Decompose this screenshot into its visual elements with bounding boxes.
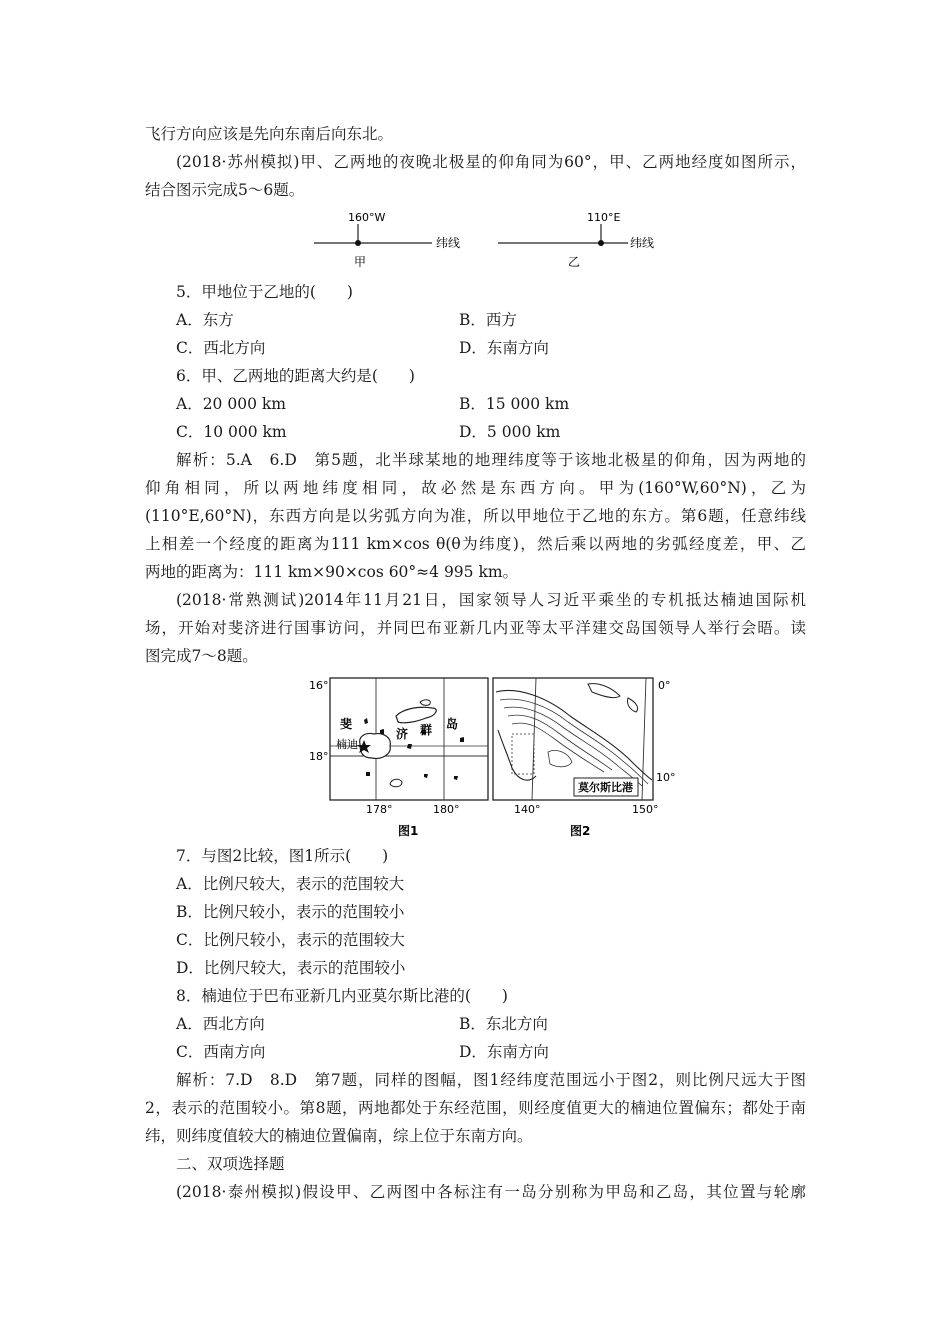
explanation-5-6: (110°E,60°N)，东西方向是以劣弧方向为准，所以甲地位于乙地的东方。第6题，任意纬线 <box>145 507 806 525</box>
option-6c: C．10 000 km <box>176 423 287 441</box>
map-1-lon-178: 178° <box>366 803 393 816</box>
point-jia-label: 甲 <box>354 255 367 269</box>
taveuni-island <box>420 700 430 705</box>
section-heading: 二、双项选择题 <box>176 1155 285 1173</box>
option-7d: D．比例尺较大，表示的范围较小 <box>176 959 406 977</box>
map-figure-1 <box>300 672 492 840</box>
longitude-diagram <box>310 206 670 272</box>
explanation-5-6: 解析：5.A 6.D 第5题，北半球某地的地理纬度等于该地北极星的仰角，因为两地的 <box>176 451 806 469</box>
map-2-lat-10: 10° <box>656 771 676 784</box>
option-6b: B．15 000 km <box>459 395 570 413</box>
map-2-lat-0: 0° <box>658 679 671 692</box>
islet <box>366 772 370 776</box>
map-figure-2 <box>488 672 686 840</box>
option-7c: C．比例尺较小，表示的范围较大 <box>176 931 405 949</box>
text-line: 飞行方向应该是先向东南后向东北。 <box>145 125 394 143</box>
question-6: 6．甲、乙两地的距离大约是( ) <box>176 367 415 385</box>
option-5c: C．西北方向 <box>176 339 266 357</box>
map-1-caption: 图1 <box>398 824 419 838</box>
option-8a: A．西北方向 <box>176 1015 265 1033</box>
left-latitude-line <box>314 211 460 269</box>
question-intro-7-8: 场，开始对斐济进行国事访问，并同巴布亚新几内亚等太平洋建交岛国领导人举行会晤。读 <box>145 619 806 637</box>
option-7b: B．比例尺较小，表示的范围较小 <box>176 903 405 921</box>
map-1-fiji-char-2: 济 <box>396 727 409 741</box>
question-intro-5-6: (2018·苏州模拟)甲、乙两地的夜晚北极星的仰角同为60°，甲、乙两地经度如图所示， <box>176 153 806 171</box>
option-8b: B．东北方向 <box>459 1015 548 1033</box>
right-longitude-label: 110°E <box>587 211 621 224</box>
question-intro-7-8: (2018·常熟测试)2014年11月21日，国家领导人习近平乘坐的专机抵达楠迪国际机 <box>176 591 806 609</box>
map-1-fiji-char-3: 群 <box>420 723 433 737</box>
option-6d: D．5 000 km <box>459 423 561 441</box>
option-5d: D．东南方向 <box>459 339 549 357</box>
map-1-fiji-char-4: 岛 <box>446 717 459 731</box>
question-intro-7-8: 图完成7～8题。 <box>145 647 258 665</box>
map-2-port-label: 莫尔斯比港 <box>578 781 633 794</box>
explanation-5-6: 两地的距离为：111 km×90×cos 60°≈4 995 km。 <box>145 563 519 581</box>
map-2-lon-140: 140° <box>514 803 541 816</box>
explanation-5-6: 仰角相同，所以两地纬度相同，故必然是东西方向。甲为(160°W,60°N)，乙为 <box>145 479 806 497</box>
question-intro-next: (2018·泰州模拟)假设甲、乙两图中各标注有一岛分别称为甲岛和乙岛，其位置与轮廓 <box>176 1183 806 1201</box>
option-8c: C．西南方向 <box>176 1043 266 1061</box>
right-latitude-line <box>498 211 654 269</box>
explanation-7-8: 解析：7.D 8.D 第7题，同样的图幅，图1经纬度范围远小于图2，则比例尺远大于图 <box>176 1071 806 1089</box>
explanation-5-6: 上相差一个经度的距离为111 km×cos θ(θ为纬度)，然后乘以两地的劣弧经度差，甲、乙 <box>145 535 806 553</box>
explanation-7-8: 纬，则纬度值较大的楠迪位置偏南，综上位于东南方向。 <box>145 1127 533 1145</box>
question-5: 5．甲地位于乙地的( ) <box>176 283 353 301</box>
map-2-lon-150: 150° <box>632 803 659 816</box>
option-8d: D．东南方向 <box>459 1043 549 1061</box>
map-1-lat-16: 16° <box>309 679 329 692</box>
left-longitude-label: 160°W <box>348 211 386 224</box>
point-yi <box>598 240 604 246</box>
option-5b: B．西方 <box>459 311 517 329</box>
question-8: 8．楠迪位于巴布亚新几内亚莫尔斯比港的( ) <box>176 987 508 1005</box>
option-5a: A．东方 <box>176 311 234 329</box>
option-6a: A．20 000 km <box>176 395 286 413</box>
map-1-lon-180: 180° <box>433 803 460 816</box>
question-7: 7．与图2比较，图1所示( ) <box>176 847 389 865</box>
text-line: 结合图示完成5～6题。 <box>145 181 305 199</box>
point-jia <box>355 240 361 246</box>
map-1-lat-18: 18° <box>309 750 329 763</box>
right-latitude-text: 纬线 <box>630 236 655 250</box>
map-1-nadi-label: 楠迪 <box>336 738 358 751</box>
point-yi-label: 乙 <box>568 255 581 269</box>
left-latitude-text: 纬线 <box>436 236 461 250</box>
explanation-7-8: 2，表示的范围较小。第8题，两地都处于东经范围，则经度值更大的楠迪位置偏东；都处于南 <box>145 1099 806 1117</box>
map-1-fiji-char-1: 斐 <box>340 717 353 731</box>
option-7a: A．比例尺较大，表示的范围较大 <box>176 875 405 893</box>
map-2-caption: 图2 <box>570 824 591 838</box>
